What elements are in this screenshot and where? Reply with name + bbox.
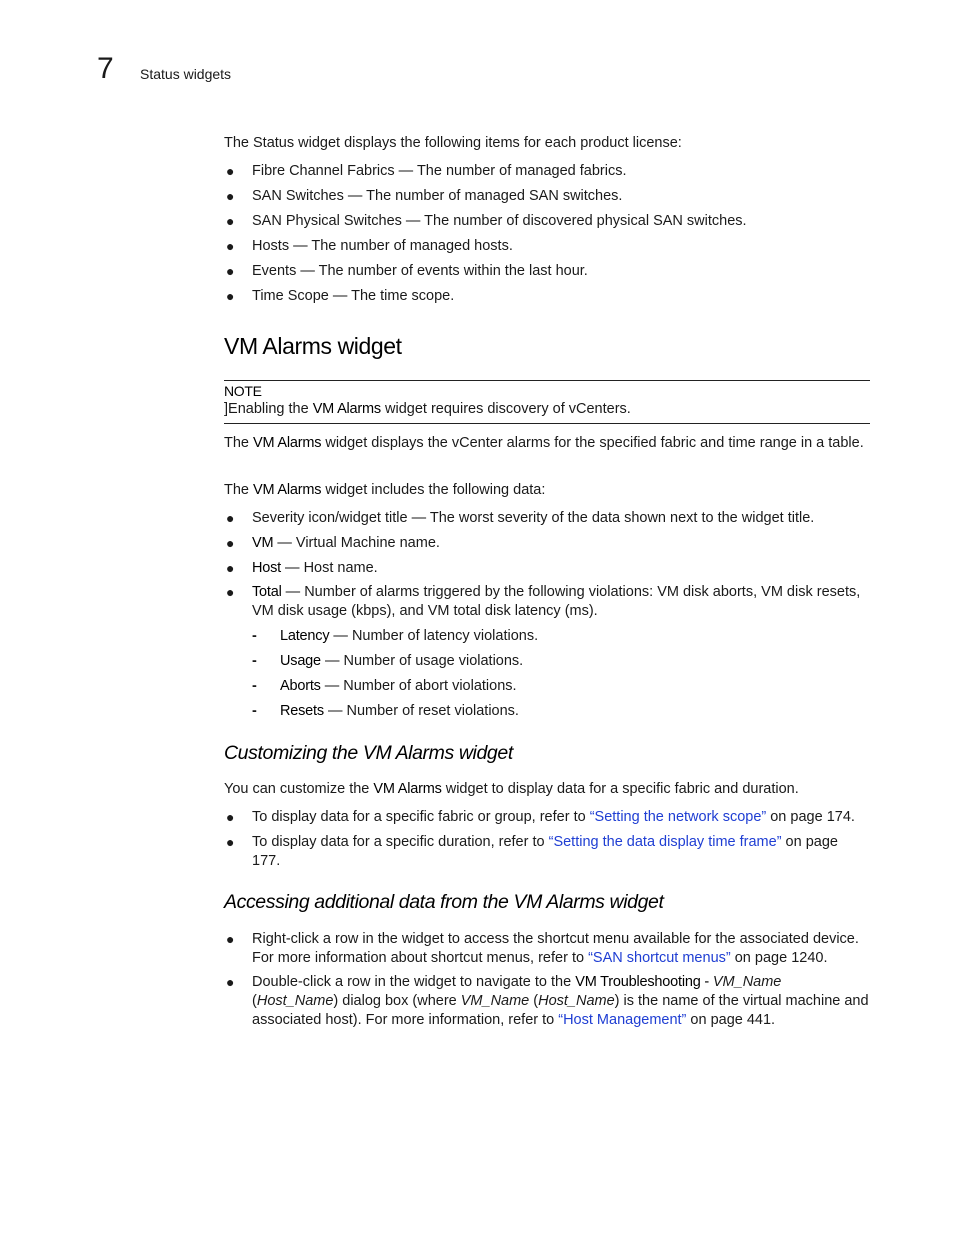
bullet-icon: ● bbox=[226, 809, 235, 825]
bullet-icon: ● bbox=[226, 238, 235, 254]
link-network-scope[interactable]: “Setting the network scope” bbox=[589, 809, 767, 825]
dash-icon: - bbox=[252, 703, 257, 719]
bullet-icon: ● bbox=[226, 584, 235, 600]
paragraph: The VM Alarms widget includes the following data: bbox=[224, 482, 546, 498]
paragraph: You can customize the VM Alarms widget to display data for a specific fabric and duration. bbox=[224, 781, 799, 797]
link-san-shortcut-menus[interactable]: “SAN shortcut menus” bbox=[588, 950, 731, 966]
dash-icon: - bbox=[252, 653, 257, 669]
subsection-heading: Customizing the VM Alarms widget bbox=[224, 742, 513, 764]
link-data-display-time-frame[interactable]: “Setting the data display time frame” bbox=[548, 834, 782, 850]
paragraph: The VM Alarms widget displays the vCenter alarms for the specified fabric and time range in a table. bbox=[224, 435, 864, 451]
dash-icon: - bbox=[252, 628, 257, 644]
note-bottom-rule bbox=[224, 423, 870, 424]
subsection-heading: Accessing additional data from the VM Alarms widget bbox=[224, 891, 664, 913]
dash-icon: - bbox=[252, 678, 257, 694]
bullet-icon: ● bbox=[226, 288, 235, 304]
bullet-icon: ● bbox=[226, 510, 235, 526]
bullet-icon: ● bbox=[226, 931, 235, 947]
note-label: NOTE bbox=[224, 383, 262, 399]
bullet-icon: ● bbox=[226, 834, 235, 850]
section-heading: VM Alarms widget bbox=[224, 333, 402, 359]
bullet-icon: ● bbox=[226, 188, 235, 204]
bullet-icon: ● bbox=[226, 560, 235, 576]
bullet-icon: ● bbox=[226, 535, 235, 551]
bullet-icon: ● bbox=[226, 163, 235, 179]
bullet-icon: ● bbox=[226, 263, 235, 279]
note-text: ]Enabling the VM Alarms widget requires discovery of vCenters. bbox=[224, 401, 631, 417]
chapter-title: Status widgets bbox=[140, 66, 232, 82]
chapter-number: 7 bbox=[97, 52, 114, 85]
link-host-management[interactable]: “Host Management” bbox=[558, 1012, 687, 1028]
note-top-rule bbox=[224, 380, 870, 381]
intro-paragraph: The Status widget displays the following items for each product license: bbox=[224, 135, 682, 151]
bullet-icon: ● bbox=[226, 974, 235, 990]
bullet-icon: ● bbox=[226, 213, 235, 229]
